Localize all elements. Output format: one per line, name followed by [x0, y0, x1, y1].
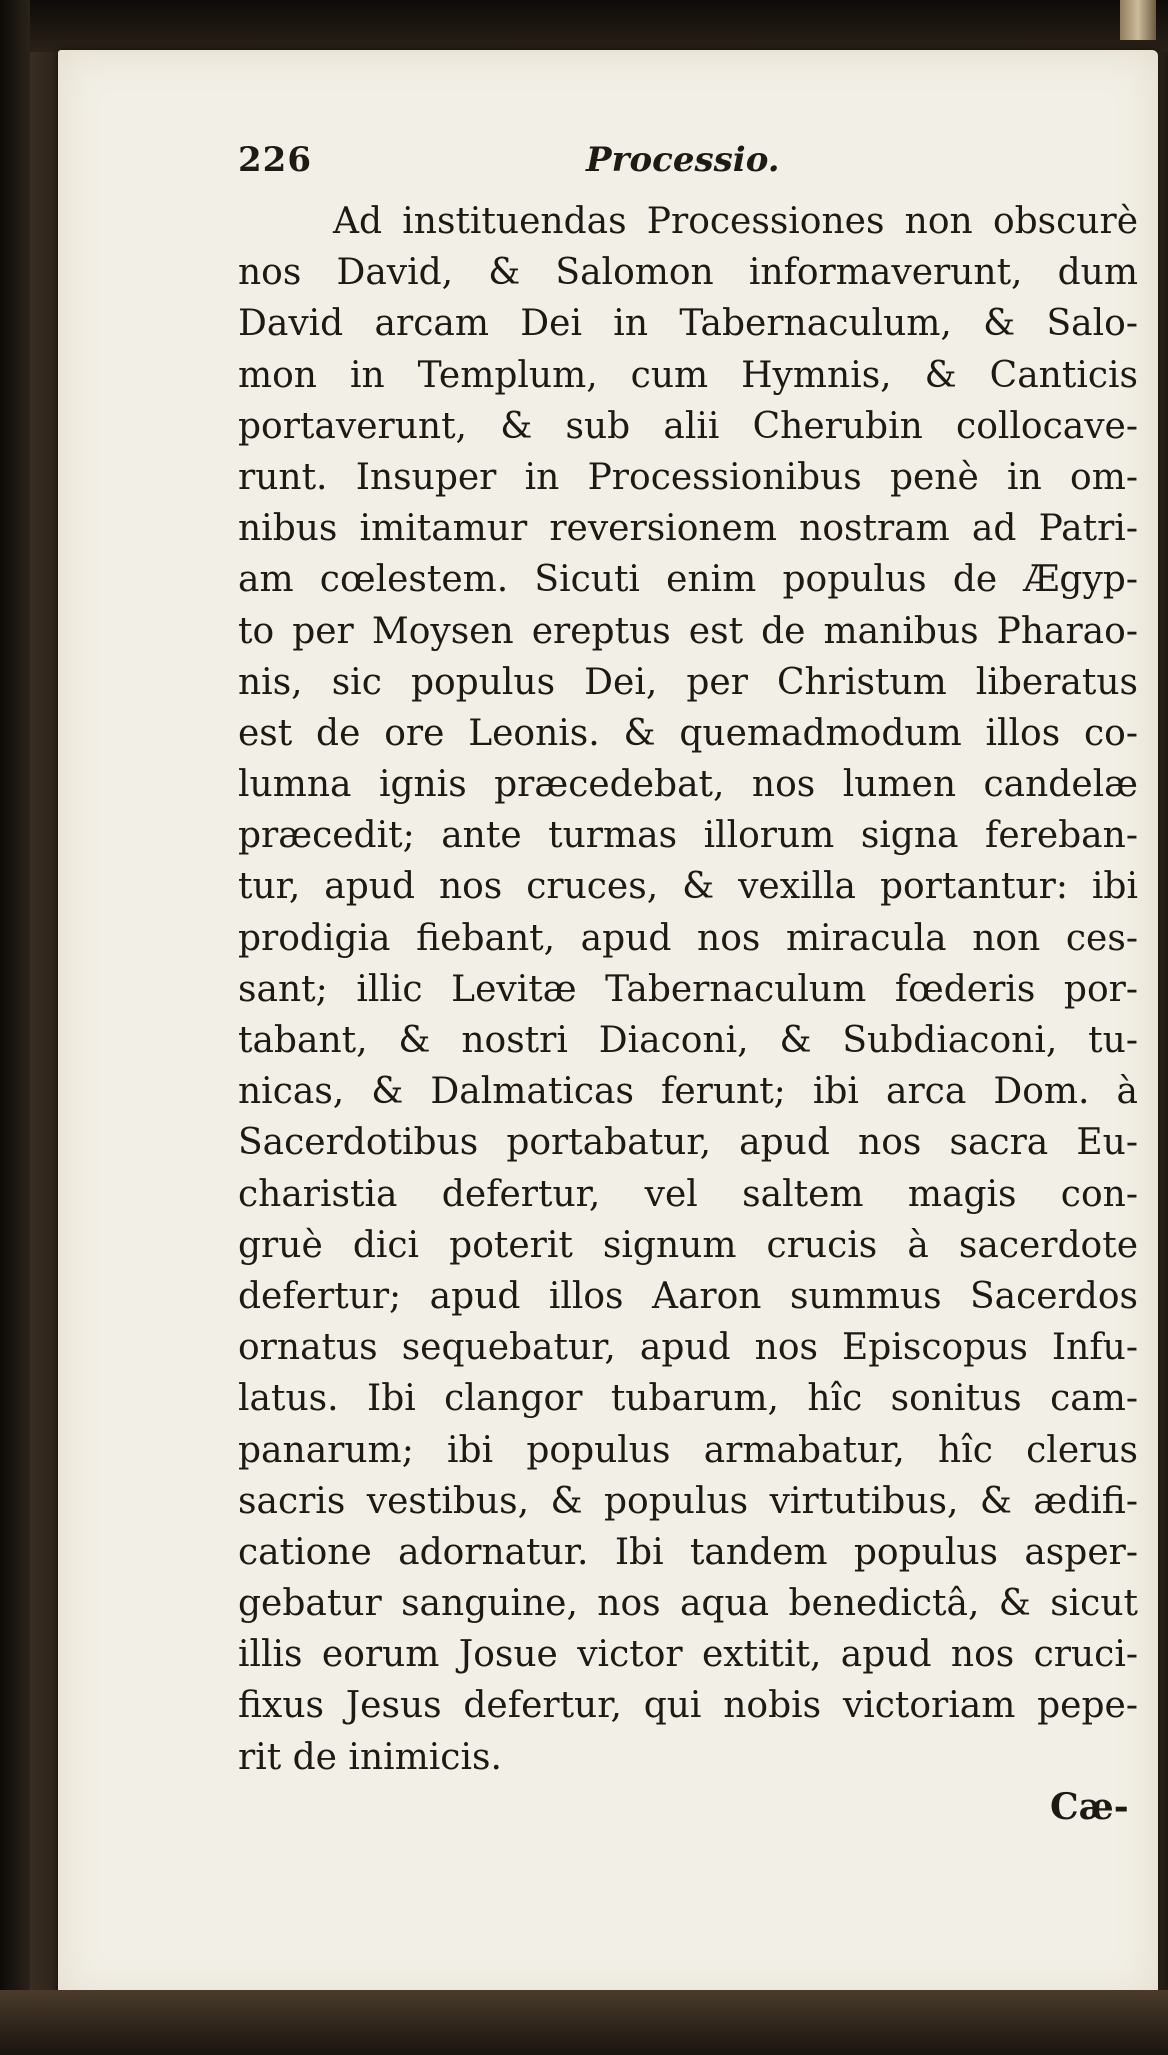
text-line: est de ore Leonis. & quemadmodum illos co- — [238, 712, 1138, 754]
text-line: am cœlestem. Sicuti enim populus de Ægyp- — [238, 559, 1138, 601]
scan-top-edge — [0, 0, 1168, 52]
text-line: gebatur sanguine, nos aqua benedictâ, & sicut — [238, 1583, 1138, 1625]
text-line: catione adornatur. Ibi tandem populus asper- — [238, 1531, 1138, 1573]
text-line: charistia defertur, vel saltem magis con- — [238, 1173, 1138, 1215]
scan-bottom-edge — [0, 1990, 1168, 2055]
text-line: tur, apud nos cruces, & vexilla portantur: ibi — [238, 866, 1138, 908]
catchword: Cæ- — [1050, 1786, 1129, 1828]
text-line: David arcam Dei in Tabernaculum, & Salo- — [238, 303, 1138, 345]
text-line: gruè dici poterit signum crucis à sacerdote — [238, 1224, 1138, 1266]
page-number: 226 — [238, 140, 312, 180]
text-line: rit de inimicis. — [238, 1736, 502, 1778]
text-line: sacris vestibus, & populus virtutibus, & ædifi- — [238, 1480, 1138, 1522]
page-corner — [1120, 0, 1156, 40]
body-text — [238, 196, 1138, 1783]
text-line: portaverunt, & sub alii Cherubin collocave- — [238, 405, 1138, 447]
text-line: lumna ignis præcedebat, nos lumen candelæ — [238, 764, 1138, 806]
text-line: fixus Jesus defertur, qui nobis victoriam pepe- — [238, 1685, 1138, 1727]
text-line: mon in Templum, cum Hymnis, & Canticis — [238, 354, 1138, 396]
text-line: nis, sic populus Dei, per Christum liberatus — [238, 661, 1138, 703]
text-line: runt. Insuper in Processionibus penè in om- — [238, 456, 1138, 498]
text-line: panarum; ibi populus armabatur, hîc clerus — [238, 1429, 1138, 1471]
text-line: tabant, & nostri Diaconi, & Subdiaconi, tu- — [238, 1020, 1138, 1061]
text-line: ornatus sequebatur, apud nos Episcopus Infu- — [238, 1327, 1138, 1369]
text-line: prodigia fiebant, apud nos miracula non ces- — [238, 917, 1138, 959]
text-line: to per Moysen ereptus est de manibus Pharao- — [238, 610, 1138, 652]
text-line: Ad instituendas Processiones non obscurè — [333, 201, 1138, 242]
text-line: sant; illic Levitæ Tabernaculum fœderis por- — [238, 968, 1138, 1010]
text-line: illis eorum Josue victor extitit, apud nos cruci- — [238, 1634, 1138, 1676]
binding-shadow — [0, 0, 30, 2055]
text-line: Sacerdotibus portabatur, apud nos sacra Eu- — [238, 1122, 1138, 1164]
text-line: defertur; apud illos Aaron summus Sacerdos — [238, 1275, 1138, 1317]
text-line: nicas, & Dalmaticas ferunt; ibi arca Dom. à — [238, 1071, 1138, 1113]
text-line: præcedit; ante turmas illorum signa fereban- — [238, 815, 1138, 857]
running-head: Processio. — [586, 140, 780, 180]
text-line: nibus imitamur reversionem nostram ad Patri- — [238, 508, 1138, 550]
text-line: nos David, & Salomon informaverunt, dum — [238, 252, 1138, 294]
text-line: latus. Ibi clangor tubarum, hîc sonitus cam- — [238, 1378, 1138, 1420]
